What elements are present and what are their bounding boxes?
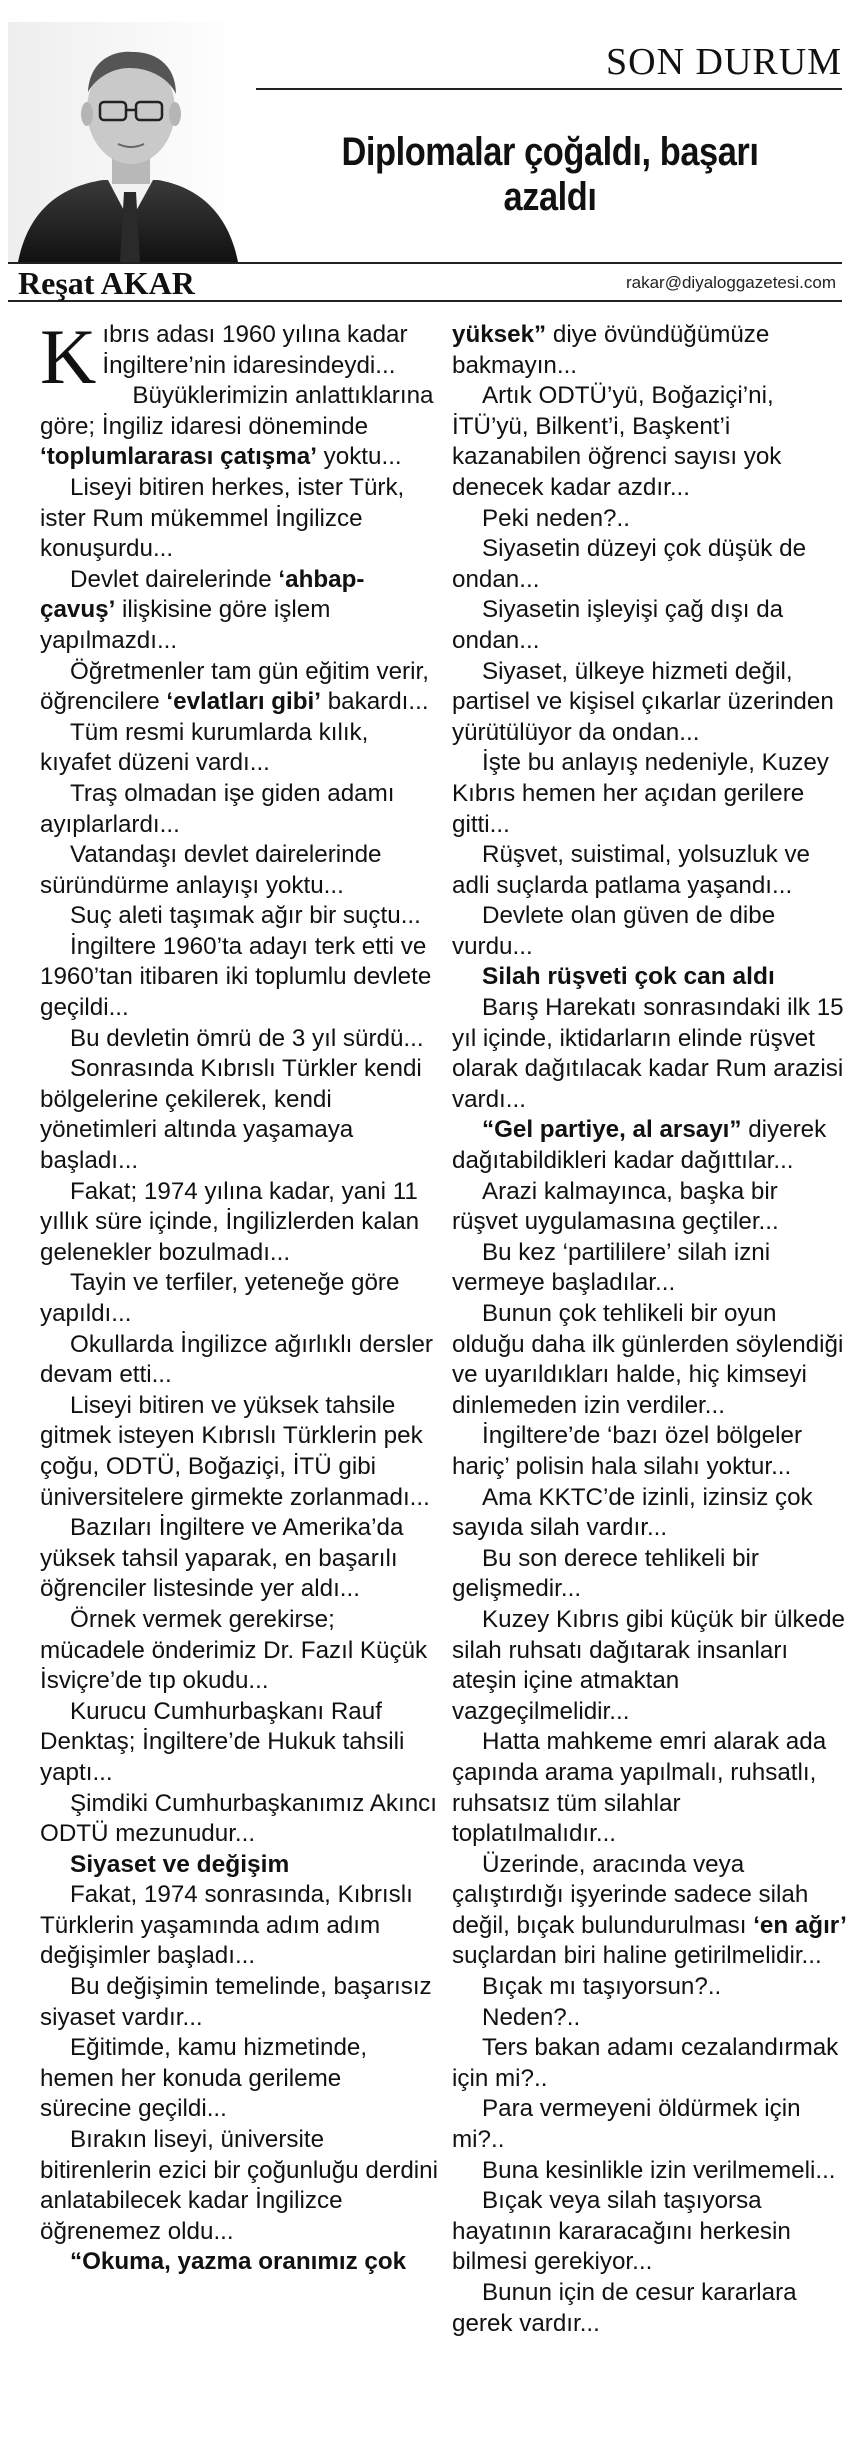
article-paragraph — [40, 932, 438, 1024]
article-paragraph — [40, 779, 438, 840]
drop-cap: K — [40, 320, 97, 400]
article-paragraph — [40, 1513, 438, 1605]
article-paragraph — [452, 993, 850, 1115]
article-column-left — [40, 320, 438, 2440]
article-paragraph — [452, 1972, 850, 2003]
article-paragraph — [452, 1727, 850, 1849]
article-paragraph — [452, 748, 850, 840]
article-paragraph — [40, 1391, 438, 1513]
body-text: Ama KKTC’de izinli, izinsiz çok sayıda silah vardır... — [452, 1483, 813, 1542]
article-paragraph — [40, 381, 438, 473]
author-email[interactable]: rakar@diyaloggazetesi.com — [625, 273, 836, 292]
article-paragraph — [40, 1697, 438, 1789]
article-paragraph — [452, 320, 850, 381]
article-paragraph — [452, 2156, 850, 2187]
body-text: Liseyi bitiren herkes, ister Türk, ister Rum mükemmel İngilizce konuşurdu... — [40, 473, 405, 563]
body-text: Öğretmenler tam gün eğitim verir, öğrencilere — [40, 657, 429, 716]
article-paragraph — [452, 1544, 850, 1605]
article-paragraph — [40, 1024, 438, 1055]
body-text: Siyaset, ülkeye hizmeti değil, partisel ve kişisel çıkarlar üzerinden yürütülüyor da ondan... — [452, 657, 834, 746]
article-paragraph — [40, 1268, 438, 1329]
body-text: Vatandaşı devlet dairelerinde süründürme anlayışı yoktu... — [40, 841, 382, 899]
emphasis-text: “Okuma, yazma oranımız çok — [70, 2248, 407, 2276]
article-paragraph — [452, 1850, 850, 1972]
body-text: Üzerinde, aracında veya çalıştırdığı işyerinde sadece silah değil, bıçak bulundurulması — [452, 1850, 809, 1939]
body-text: Bıçak mı taşıyorsun?.. — [482, 1973, 722, 2001]
body-text: Okullarda İngilizce ağırlıklı dersler devam etti... — [40, 1330, 433, 1389]
body-text: Bunun için de cesur kararlara gerek vardır... — [452, 2279, 797, 2337]
body-text: Artık ODTÜ’yü, Boğaziçi’ni, İTÜ’yü, Bilkent’i, Başkent’i kazanabilen öğrenci sayısı yok denecek kadar azdır... — [452, 382, 782, 501]
body-text: İngiltere 1960’ta adayı terk etti ve 1960’tan itibaren iki toplumlu devlete geçildi... — [40, 932, 432, 1022]
body-text: diyerek dağıtabildikleri kadar dağıttılar... — [452, 1116, 827, 1175]
body-text: Bunun çok tehlikeli bir oyun olduğu daha ilk günlerden söylendiği ve uyarıldıkları halde, hiç kimseyi dinlemeden izin verdiler... — [452, 1300, 844, 1419]
article-paragraph — [40, 840, 438, 901]
column-header — [8, 0, 842, 300]
body-text: Kurucu Cumhurbaşkanı Rauf Denktaş; İngiltere’de Hukuk tahsili yaptı... — [40, 1697, 405, 1786]
article-paragraph — [40, 901, 438, 932]
body-text: Tüm resmi kurumlarda kılık, kıyafet düzeni vardı... — [40, 718, 369, 777]
header-rule — [256, 88, 842, 90]
article-paragraph — [40, 1054, 438, 1176]
article-paragraph — [452, 1299, 850, 1421]
emphasis-text: ‘toplumlararası çatışma’ — [40, 443, 317, 471]
article-paragraph — [452, 2186, 850, 2278]
article-paragraph — [40, 1789, 438, 1850]
body-text: Sonrasında Kıbrıslı Türkler kendi bölgelerine çekilerek, kendi yönetimleri altında yaşamaya başladı... — [40, 1055, 422, 1175]
body-text: Ters bakan adamı cezalandırmak için mi?.. — [452, 2034, 839, 2092]
article-paragraph — [452, 1605, 850, 1727]
emphasis-text: “Gel partiye, al arsayı” — [482, 1116, 742, 1144]
body-text: diye övündüğümüze bakmayın... — [452, 321, 770, 379]
article-paragraph — [452, 1483, 850, 1544]
body-text: Bu son derece tehlikeli bir gelişmedir... — [452, 1544, 759, 1603]
body-text: suçlardan biri haline getirilmelidir... — [452, 1942, 822, 1970]
author-name: Reşat AKAR — [18, 265, 195, 301]
body-text: Liseyi bitiren ve yüksek tahsile gitmek isteyen Kıbrıslı Türklerin pek çoğu, ODTÜ, Boğaziçi, İTÜ gibi üniversitelere girmekte zorlanmadı... — [40, 1391, 430, 1511]
body-text: Siyaset ve değişim — [70, 1850, 290, 1878]
article-paragraph — [40, 718, 438, 779]
body-text: Bıçak veya silah taşıyorsa hayatının kararacağını herkesin bilmesi gerekiyor... — [452, 2187, 791, 2276]
article-paragraph — [452, 1177, 850, 1238]
emphasis-text: ‘evlatları gibi’ — [166, 688, 321, 716]
body-text: İşte bu anlayış nedeniyle, Kuzey Kıbrıs hemen her açıdan gerilere gitti... — [452, 749, 829, 838]
body-text: İngiltere’de ‘bazı özel bölgeler hariç’ polisin hala silahı yoktur... — [452, 1422, 803, 1480]
article-subheading — [452, 962, 850, 993]
body-text: Şimdiki Cumhurbaşkanımız Akıncı ODTÜ mezunudur... — [40, 1789, 437, 1848]
article-paragraph — [452, 1238, 850, 1299]
article-paragraph — [452, 2033, 850, 2094]
body-text: Barış Harekatı sonrasındaki ilk 15 yıl içinde, iktidarların elinde rüşvet olarak dağıtılacak kadar Rum arazisi vardı... — [452, 994, 844, 1113]
article-column-right — [452, 320, 850, 2440]
article-paragraph — [452, 381, 850, 503]
body-text: Bu kez ‘partililere’ silah izni vermeye başladılar... — [452, 1238, 771, 1297]
body-text: Örnek vermek gerekirse; mücadele önderimiz Dr. Fazıl Küçük İsviçre’de tıp okudu... — [40, 1605, 428, 1695]
section-label: SON DURUM — [606, 41, 842, 83]
article-paragraph — [452, 657, 850, 749]
article-paragraph — [40, 1972, 438, 2033]
body-text: Silah rüşveti çok can aldı — [482, 963, 775, 991]
body-text: Bırakın liseyi, üniversite bitirenlerin ezici bir çoğunluğu derdini anlatabilecek kadar İngilizce öğrenemez oldu... — [40, 2126, 438, 2245]
article-paragraph — [40, 1177, 438, 1269]
body-text: Bazıları İngiltere ve Amerika’da yüksek tahsil yaparak, en başarılı öğrenciler listesinde yer aldı... — [40, 1514, 404, 1603]
body-text: Fakat, 1974 sonrasında, Kıbrıslı Türklerin yaşamında adım adım değişimler başladı... — [40, 1881, 413, 1970]
article-paragraph — [452, 2003, 850, 2034]
body-text: Büyüklerimizin anlattıklarına göre; İngiliz idaresi döneminde — [40, 382, 434, 440]
body-text: Siyasetin işleyişi çağ dışı da ondan... — [452, 596, 784, 654]
article-paragraph — [40, 320, 438, 400]
article-paragraph — [452, 840, 850, 901]
body-text: Para vermeyeni öldürmek için mi?.. — [452, 2095, 801, 2154]
emphasis-text: ‘ahbap-çavuş’ — [40, 565, 365, 624]
article-paragraph — [452, 1115, 850, 1176]
article-paragraph — [40, 2033, 438, 2125]
emphasis-text: yüksek” — [452, 321, 547, 348]
article-paragraph — [452, 504, 850, 535]
body-text: Bu değişimin temelinde, başarısız siyaset vardır... — [40, 1973, 432, 2031]
article-paragraph — [452, 1421, 850, 1482]
article-paragraph — [452, 2278, 850, 2339]
body-text: Neden?.. — [482, 2003, 581, 2031]
body-text: Devlet dairelerinde — [70, 565, 279, 593]
body-text: Fakat; 1974 yılına kadar, yani 11 yıllık süre içinde, İngilizlerden kalan gelenekler bozulmadı... — [40, 1177, 420, 1266]
article-paragraph — [40, 1880, 438, 1972]
article-paragraph — [40, 2247, 438, 2278]
body-text: Hatta mahkeme emri alarak ada çapında arama yapılmalı, ruhsatlı, ruhsatsız tüm silahlar toplatılmalıdır... — [452, 1728, 827, 1848]
body-text: Bu devletin ömrü de 3 yıl sürdü... — [70, 1024, 424, 1052]
body-text: Rüşvet, suistimal, yolsuzluk ve adli suçlarda patlama yaşandı... — [452, 841, 810, 899]
body-text: Buna kesinlikle izin verilmemeli... — [482, 2156, 836, 2184]
article-paragraph — [452, 534, 850, 595]
article-paragraph — [40, 565, 438, 657]
article-paragraph — [452, 901, 850, 962]
author-portrait — [8, 22, 243, 262]
article-headline: Diplomalar çoğaldı, başarı azaldı — [341, 130, 759, 219]
article-subheading — [40, 1850, 438, 1881]
body-text: Arazi kalmayınca, başka bir rüşvet uygulamasına geçtiler... — [452, 1177, 779, 1236]
article-paragraph — [40, 1605, 438, 1697]
body-text: yoktu... — [316, 443, 402, 471]
body-text: ilişkisine göre işlem yapılmazdı... — [40, 596, 331, 654]
body-text: ıbrıs adası 1960 yılına kadar İngiltere’nin idaresindeydi... — [102, 321, 408, 379]
article-paragraph — [40, 657, 438, 718]
article-paragraph — [452, 2094, 850, 2155]
body-text: Siyasetin düzeyi çok düşük de ondan... — [452, 535, 807, 593]
body-text: Devlete olan güven de dibe vurdu... — [452, 902, 776, 960]
body-text: Peki neden?.. — [482, 504, 630, 532]
article-paragraph — [40, 2125, 438, 2247]
emphasis-text: ‘en ağır’ — [753, 1911, 847, 1939]
article-paragraph — [40, 1330, 438, 1391]
article-paragraph — [40, 473, 438, 565]
article-paragraph — [452, 595, 850, 656]
body-text: Traş olmadan işe giden adamı ayıplarlardı... — [40, 779, 395, 838]
body-text: bakardı... — [320, 688, 429, 716]
body-text: Tayin ve terfiler, yeteneğe göre yapıldı... — [40, 1269, 400, 1327]
body-text: Eğitimde, kamu hizmetinde, hemen her konuda gerileme sürecine geçildi... — [40, 2034, 368, 2123]
body-text: Kuzey Kıbrıs gibi küçük bir ülkede silah ruhsatı dağıtarak insanları ateşin içine atmaktan vazgeçilmelidir... — [452, 1605, 845, 1725]
body-text: Suç aleti taşımak ağır bir suçtu... — [70, 902, 421, 930]
author-bar — [8, 262, 842, 302]
